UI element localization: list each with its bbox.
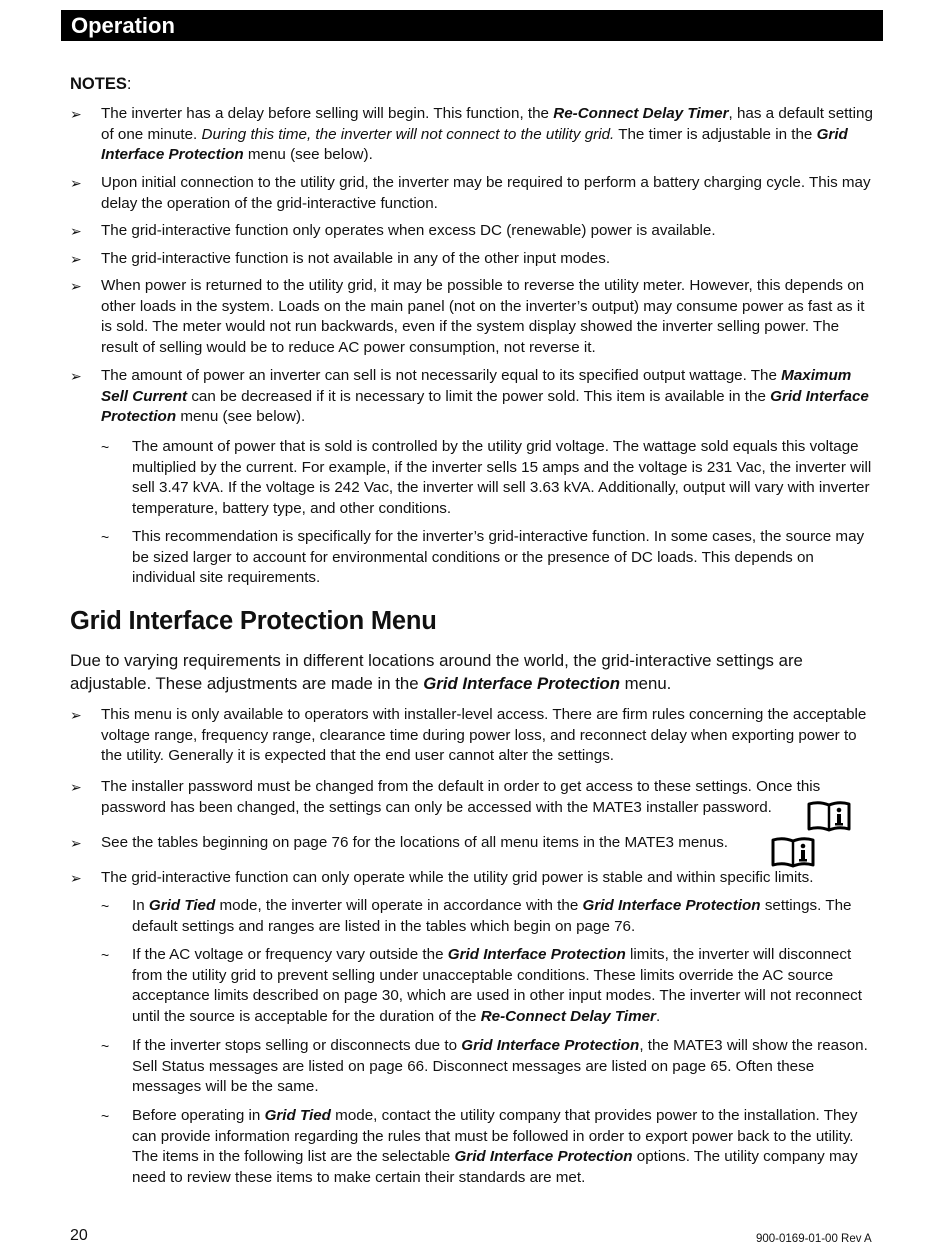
note-item-2: Upon initial connection to the utility grid, the inverter may be required to perform a battery charging cycle. This may delay the operation of the grid-interactive function. [101,174,871,212]
note-item-5: When power is returned to the utility grid, it may be possible to reverse the utility meter. However, this depends on other loads in the system. Loads on the main panel (not on the inverter’s output) may consume power as fast as it is sold. The meter would not run backwards, even if the system display showed the inverter selling power. The result of selling would be to reduce AC power consumption, not reverse it. [101,277,865,356]
sub-bullet-tilde-icon: ~ [101,947,110,963]
bullet-arrow-icon: ➢ [70,223,82,239]
note-item-1: The inverter has a delay before selling will begin. This function, the Re-Connect Delay Timer, has a default setting of one minute. During this time, the inverter will not connect to the utility grid. The timer is adjustable in the Grid Interface Protection menu (see below). [101,105,873,164]
section-intro: Due to varying requirements in different locations around the world, the grid-interactive settings are adjustable. These adjustments are made in the Grid Interface Protection menu. [70,651,803,693]
page-number: 20 [70,1227,88,1244]
sub-bullet-tilde-icon: ~ [101,529,110,545]
bullet-arrow-icon: ➢ [70,368,82,384]
section-header-bar [61,10,883,41]
gip-item-2: The installer password must be changed from the default in order to get access to these settings. Once this password has been changed, the settings can only be accessed with the MATE3 installer password. [101,778,821,816]
gip-sub-item-3: If the inverter stops selling or disconnects due to Grid Interface Protection, the MATE3 will show the reason. Sell Status messages are listed on page 66. Disconnect messages are listed on page 65. Often these messages will be the same. [132,1037,868,1096]
gip-sub-item-2: If the AC voltage or frequency vary outside the Grid Interface Protection limits, the inverter will disconnect from the utility grid to prevent selling under unacceptable conditions. These limits override the AC source acceptance limits described on page 30, which are used in other input modes. The inverter will not reconnect until the source is acceptable for the duration of the Re-Connect Delay Timer. [132,946,862,1025]
note-item-4: The grid-interactive function is not available in any of the other input modes. [101,250,611,267]
sub-bullet-tilde-icon: ~ [101,439,110,455]
manual-book-icon [807,800,851,832]
gip-sub-item-1: In Grid Tied mode, the inverter will operate in accordance with the Grid Interface Protection settings. The default settings and ranges are listed in the tables which begin on page 76. [132,897,852,935]
notes-label: NOTES: [70,75,132,93]
manual-book-icon [771,836,815,868]
bullet-arrow-icon: ➢ [70,779,82,795]
section-header-title: Operation [71,13,175,38]
bullet-arrow-icon: ➢ [70,870,82,886]
bullet-arrow-icon: ➢ [70,278,82,294]
bullet-arrow-icon: ➢ [70,106,82,122]
gip-item-1: This menu is only available to operators with installer-level access. There are firm rules concerning the acceptable voltage range, frequency range, clearance time during power loss, and reconnect delay when exporting power to the utility. Generally it is expected that the end user cannot alter the settings. [101,706,867,765]
bullet-arrow-icon: ➢ [70,175,82,191]
bullet-arrow-icon: ➢ [70,707,82,723]
note-item-3: The grid-interactive function only operates when excess DC (renewable) power is available. [101,222,716,239]
note-sub-item-2: This recommendation is specifically for the inverter’s grid-interactive function. In some cases, the source may be sized larger to account for environmental conditions or the presence of DC loads. This depends on individual site requirements. [132,528,865,587]
sub-bullet-tilde-icon: ~ [101,1038,110,1054]
sub-bullet-tilde-icon: ~ [101,898,110,914]
section-title: Grid Interface Protection Menu [70,607,437,635]
gip-item-3: See the tables beginning on page 76 for the locations of all menu items in the MATE3 menus. [101,834,729,851]
bullet-arrow-icon: ➢ [70,251,82,267]
gip-item-4: The grid-interactive function can only operate while the utility grid power is stable and within specific limits. [101,869,814,886]
document-id: 900-0169-01-00 Rev A [756,1233,872,1245]
note-sub-item-1: The amount of power that is sold is controlled by the utility grid voltage. The wattage sold equals this voltage multiplied by the current. For example, if the inverter sells 15 amps and the voltage is 231 Vac, the inverter will sell 3.47 kVA. If the voltage is 242 Vac, the inverter will sell 3.63 kVA. Additionally, output will vary with inverter temperature, battery type, and other conditions. [132,438,872,517]
note-item-6: The amount of power an inverter can sell is not necessarily equal to its specified output wattage. The Maximum Sell Current can be decreased if it is necessary to limit the power sold. This item is available in the Grid Interface Protection menu (see below). [101,367,869,426]
gip-sub-item-4: Before operating in Grid Tied mode, contact the utility company that provides power to the installation. They can provide information regarding the rules that must be followed in order to export power back to the utility. The items in the following list are the selectable Grid Interface Protection options. The utility company may need to review these items to make certain their standards are met. [132,1107,858,1186]
sub-bullet-tilde-icon: ~ [101,1108,110,1124]
bullet-arrow-icon: ➢ [70,835,82,851]
